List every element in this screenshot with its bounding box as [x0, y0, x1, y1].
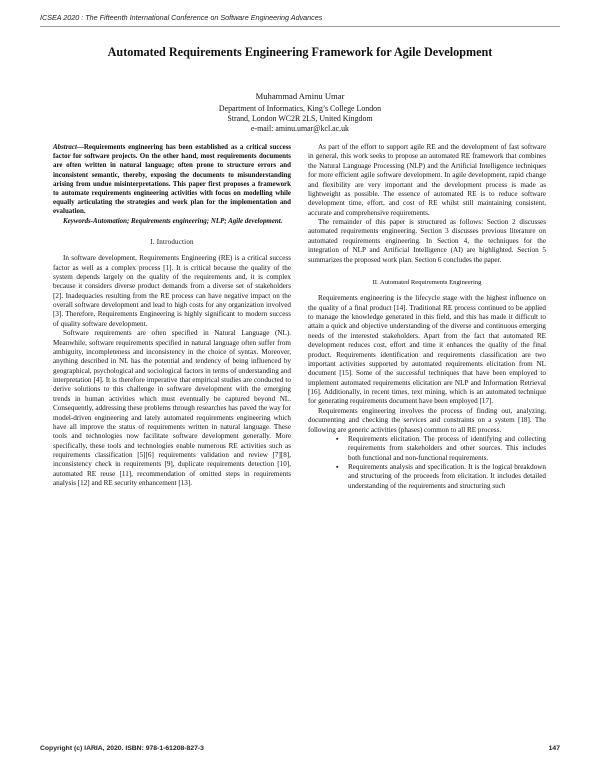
page-number: 147 — [548, 745, 560, 752]
paper-title: Automated Requirements Engineering Framework for Agile Development — [107, 45, 493, 59]
paragraph: Requirements engineering involves the process of finding out, analyzing, documenting and checking the services and constraints on a system [18]. The following are generic activities (phases) common to all RE process. — [308, 406, 546, 434]
affiliation-department: Department of Informatics, King’s College London — [218, 104, 382, 113]
keywords: Keywords-Automation; Requirements engineering; NLP; Agile development. — [63, 216, 283, 225]
footer-copyright: Copyright (c) IARIA, 2020. ISBN: 978-1-61208-827-3 — [40, 745, 204, 752]
paragraph: As part of the effort to support agile RE and the development of fast software in general, this work seeks to propose an automated RE framework that combines the Natural Language Processing (NLP) and the Artificial Intelligence techniques for more efficient agile software development. In agile development, rapid change and flexibility are very important and the development process is made as lightweight as possible. The essence of automated RE is to reduce software development time, effort, and cost of RE whilst still maintaining consistent, accurate and comprehensive requirements. — [308, 143, 546, 217]
left-column — [53, 143, 291, 489]
paragraph: Requirements engineering is the lifecycle stage with the highest influence on the quality of a final product [14]. Traditional RE process continued to be applied to manage the knowledge generated in this field, and this has made it difficult to attain a quick and objective understanding of the diverse and continuous emerging needs of the interested stakeholders. Apart from the fact that automated RE development reduces cost, effort and time it enhances the quality of the final product. Requirements identification and requirements classification are two important activities supported by automated requirements elicitation from NL document [15]. Some of the successful techniques that have been employed to implement automated requirements elicitation are NLP and Information Retrieval [16]. Additionally, in recent times, text mining, which is an automated technique for generating requirements document have been employed [17]. — [308, 294, 546, 406]
paragraph: Software requirements are often specified in Natural Language (NL). Meanwhile, software requirements specified in natural language often suffer from ambiguity, incompleteness and inconsistency in the choice of syntax. Moreover, anything described in NL has the potential and tendency of being influenced by geographical, psychological and sociological factors in terms of understanding and interpretation [4]. It is therefore imperative that empirical studies are conducted to derive solutions to this challenge in software development with the emerging trends in human activities which must eventually be captured beyond NL. Consequently, addressing these problems through researches has paved the way for model-driven engineering and lately automated requirements engineering which have all improve the status of requirements written in natural language. These tools and technologies now facilitate software development generally. More specifically, these tools and technologies enable numerous RE activities such as requirements classification [5][6] requirements validation and review [7][8], inconsistency check in requirements [9], duplicate requirements detection [10], automated RE reuse [11], recommendation of omitted steps in requirements analysis [12] and RE security enhancement [13]. — [53, 329, 291, 488]
abstract-label: Abstract — [53, 143, 77, 151]
author-name: Muhammad Aminu Umar — [255, 91, 345, 101]
right-column — [308, 143, 546, 491]
re-activities-list — [308, 435, 546, 491]
paragraph: The remainder of this paper is structured as follows: Section 2 discusses automated requirements engineering. Section 3 discusses previous literature on automated requirements engineering. In Section 4, the techniques for the integration of NLP and Artificial Intelligence (AI) are highlighted. Section 5 summarizes the proposed work plan. Section 6 concludes the paper. — [308, 218, 546, 264]
abstract — [53, 143, 291, 217]
section-heading-introduction: I. Introduction — [150, 237, 194, 246]
running-header: ICSEA 2020 : The Fifteenth International Conference on Software Engineering Advances — [40, 13, 323, 22]
paragraph: In software development, Requirements Engineering (RE) is a critical success factor as well as a complex process [1]. It is critical because the quality of the system depends largely on the quality of the requirements and, it is complex because it considers diverse product demands from a diverse set of stakeholders [2]. Inadequacies resulting from the RE process can have negative impact on the overall software development and lead to high costs for any organization involved [3]. Therefore, Requirements Engineering is highly significant to modern success of quality software development. — [53, 254, 291, 328]
list-item: ▪ Requirements elicitation. The process of identifying and collecting requirements from stakeholders and other sources. This includes both functional and non-functional requirements. — [348, 435, 546, 463]
affiliation-address: Strand, London WC2R 2LS, United Kingdom — [227, 114, 373, 123]
abstract-text: —Requirements engineering has been established as a critical success factor for software projects. On the other hand, most requirements documents are often written in natural language; often prone to structure errors and inconsistent semantic, thereby, exposing the documents to misunderstanding arising from undue misinterpretations. This paper first proposes a framework to automate requirements engineering activities with focus on modelling while equally articulating the strategies and work plan for the implementation and evaluation. — [53, 143, 291, 216]
header-rule — [40, 26, 560, 27]
affiliation-email: e-mail: aminu.umar@kcl.ac.uk — [251, 124, 349, 133]
list-item: ▪ Requirements analysis and specification. It is the logical breakdown and structuring of the proceeds from elicitation. It includes detailed understanding of the requirements and structuring such — [348, 463, 546, 491]
section-heading-automated-re: II. Automated Requirements Engineering — [372, 278, 482, 286]
